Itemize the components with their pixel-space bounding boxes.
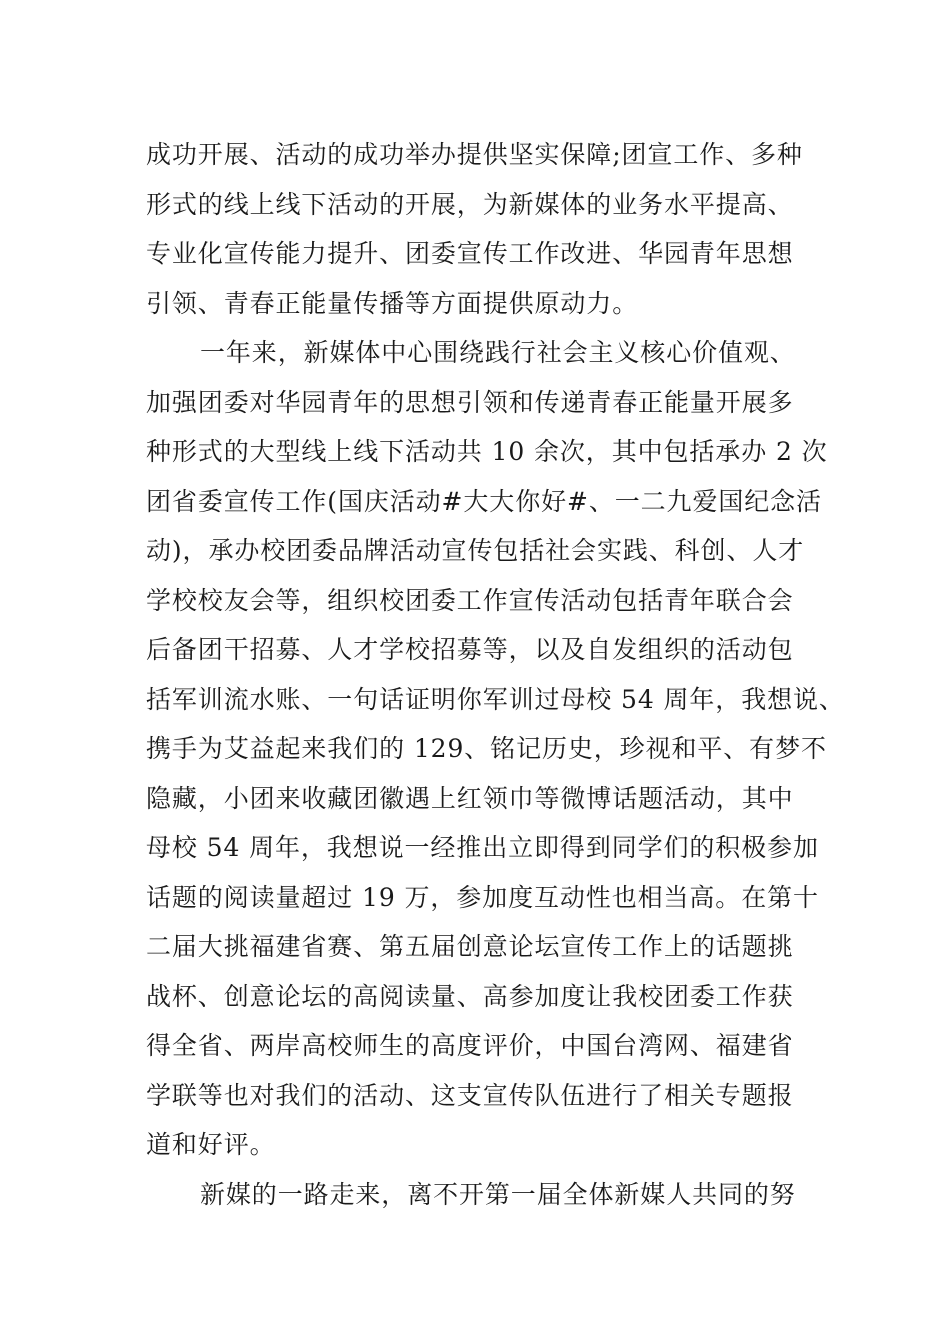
text-line: 后备团干招募、人才学校招募等，以及自发组织的活动包 bbox=[146, 635, 794, 664]
text-line: 动)，承办校团委品牌活动宣传包括社会实践、科创、人才 bbox=[146, 536, 805, 565]
text-line: 携手为艾益起来我们的 129、铭记历史，珍视和平、有梦不 bbox=[146, 734, 827, 763]
text-line: 二届大挑福建省赛、第五届创意论坛宣传工作上的话题挑 bbox=[146, 932, 794, 961]
text-line: 一年来，新媒体中心围绕践行社会主义核心价值观、 bbox=[200, 338, 796, 367]
text-line: 新媒的一路走来，离不开第一届全体新媒人共同的努 bbox=[200, 1179, 796, 1209]
text-line: 形式的线上线下活动的开展，为新媒体的业务水平提高、 bbox=[146, 189, 794, 219]
document-body bbox=[146, 130, 845, 1219]
text-line: 团省委宣传工作(国庆活动#大大你好#、一二九爱国纪念活 bbox=[146, 486, 822, 516]
text-line: 加强团委对华园青年的思想引领和传递青春正能量开展多 bbox=[146, 387, 794, 417]
paragraph-1 bbox=[146, 130, 836, 328]
text-line: 道和好评。 bbox=[146, 1130, 276, 1159]
text-line: 学联等也对我们的活动、这支宣传队伍进行了相关专题报 bbox=[146, 1080, 794, 1110]
text-line: 战杯、创意论坛的高阅读量、高参加度让我校团委工作获 bbox=[146, 981, 794, 1011]
text-line: 话题的阅读量超过 19 万，参加度互动性也相当高。在第十 bbox=[146, 882, 819, 912]
text-line: 引领、青春正能量传播等方面提供原动力。 bbox=[146, 288, 639, 318]
text-line: 母校 54 周年，我想说一经推出立即得到同学们的积极参加 bbox=[146, 833, 819, 862]
paragraph-2 bbox=[146, 328, 845, 1170]
text-line: 成功开展、活动的成功举办提供坚实保障;团宣工作、多种 bbox=[146, 140, 803, 169]
text-line: 种形式的大型线上线下活动共 10 余次，其中包括承办 2 次 bbox=[146, 437, 828, 466]
text-line: 专业化宣传能力提升、团委宣传工作改进、华园青年思想 bbox=[146, 239, 794, 268]
paragraph-3 bbox=[146, 1170, 836, 1220]
text-line: 隐藏，小团来收藏团徽遇上红领巾等微博话题活动，其中 bbox=[146, 783, 794, 813]
text-line: 学校校友会等，组织校团委工作宣传活动包括青年联合会 bbox=[146, 585, 794, 615]
text-line: 得全省、两岸高校师生的高度评价，中国台湾网、福建省 bbox=[146, 1031, 794, 1060]
text-line: 括军训流水账、一句话证明你军训过母校 54 周年，我想说、 bbox=[146, 684, 845, 714]
